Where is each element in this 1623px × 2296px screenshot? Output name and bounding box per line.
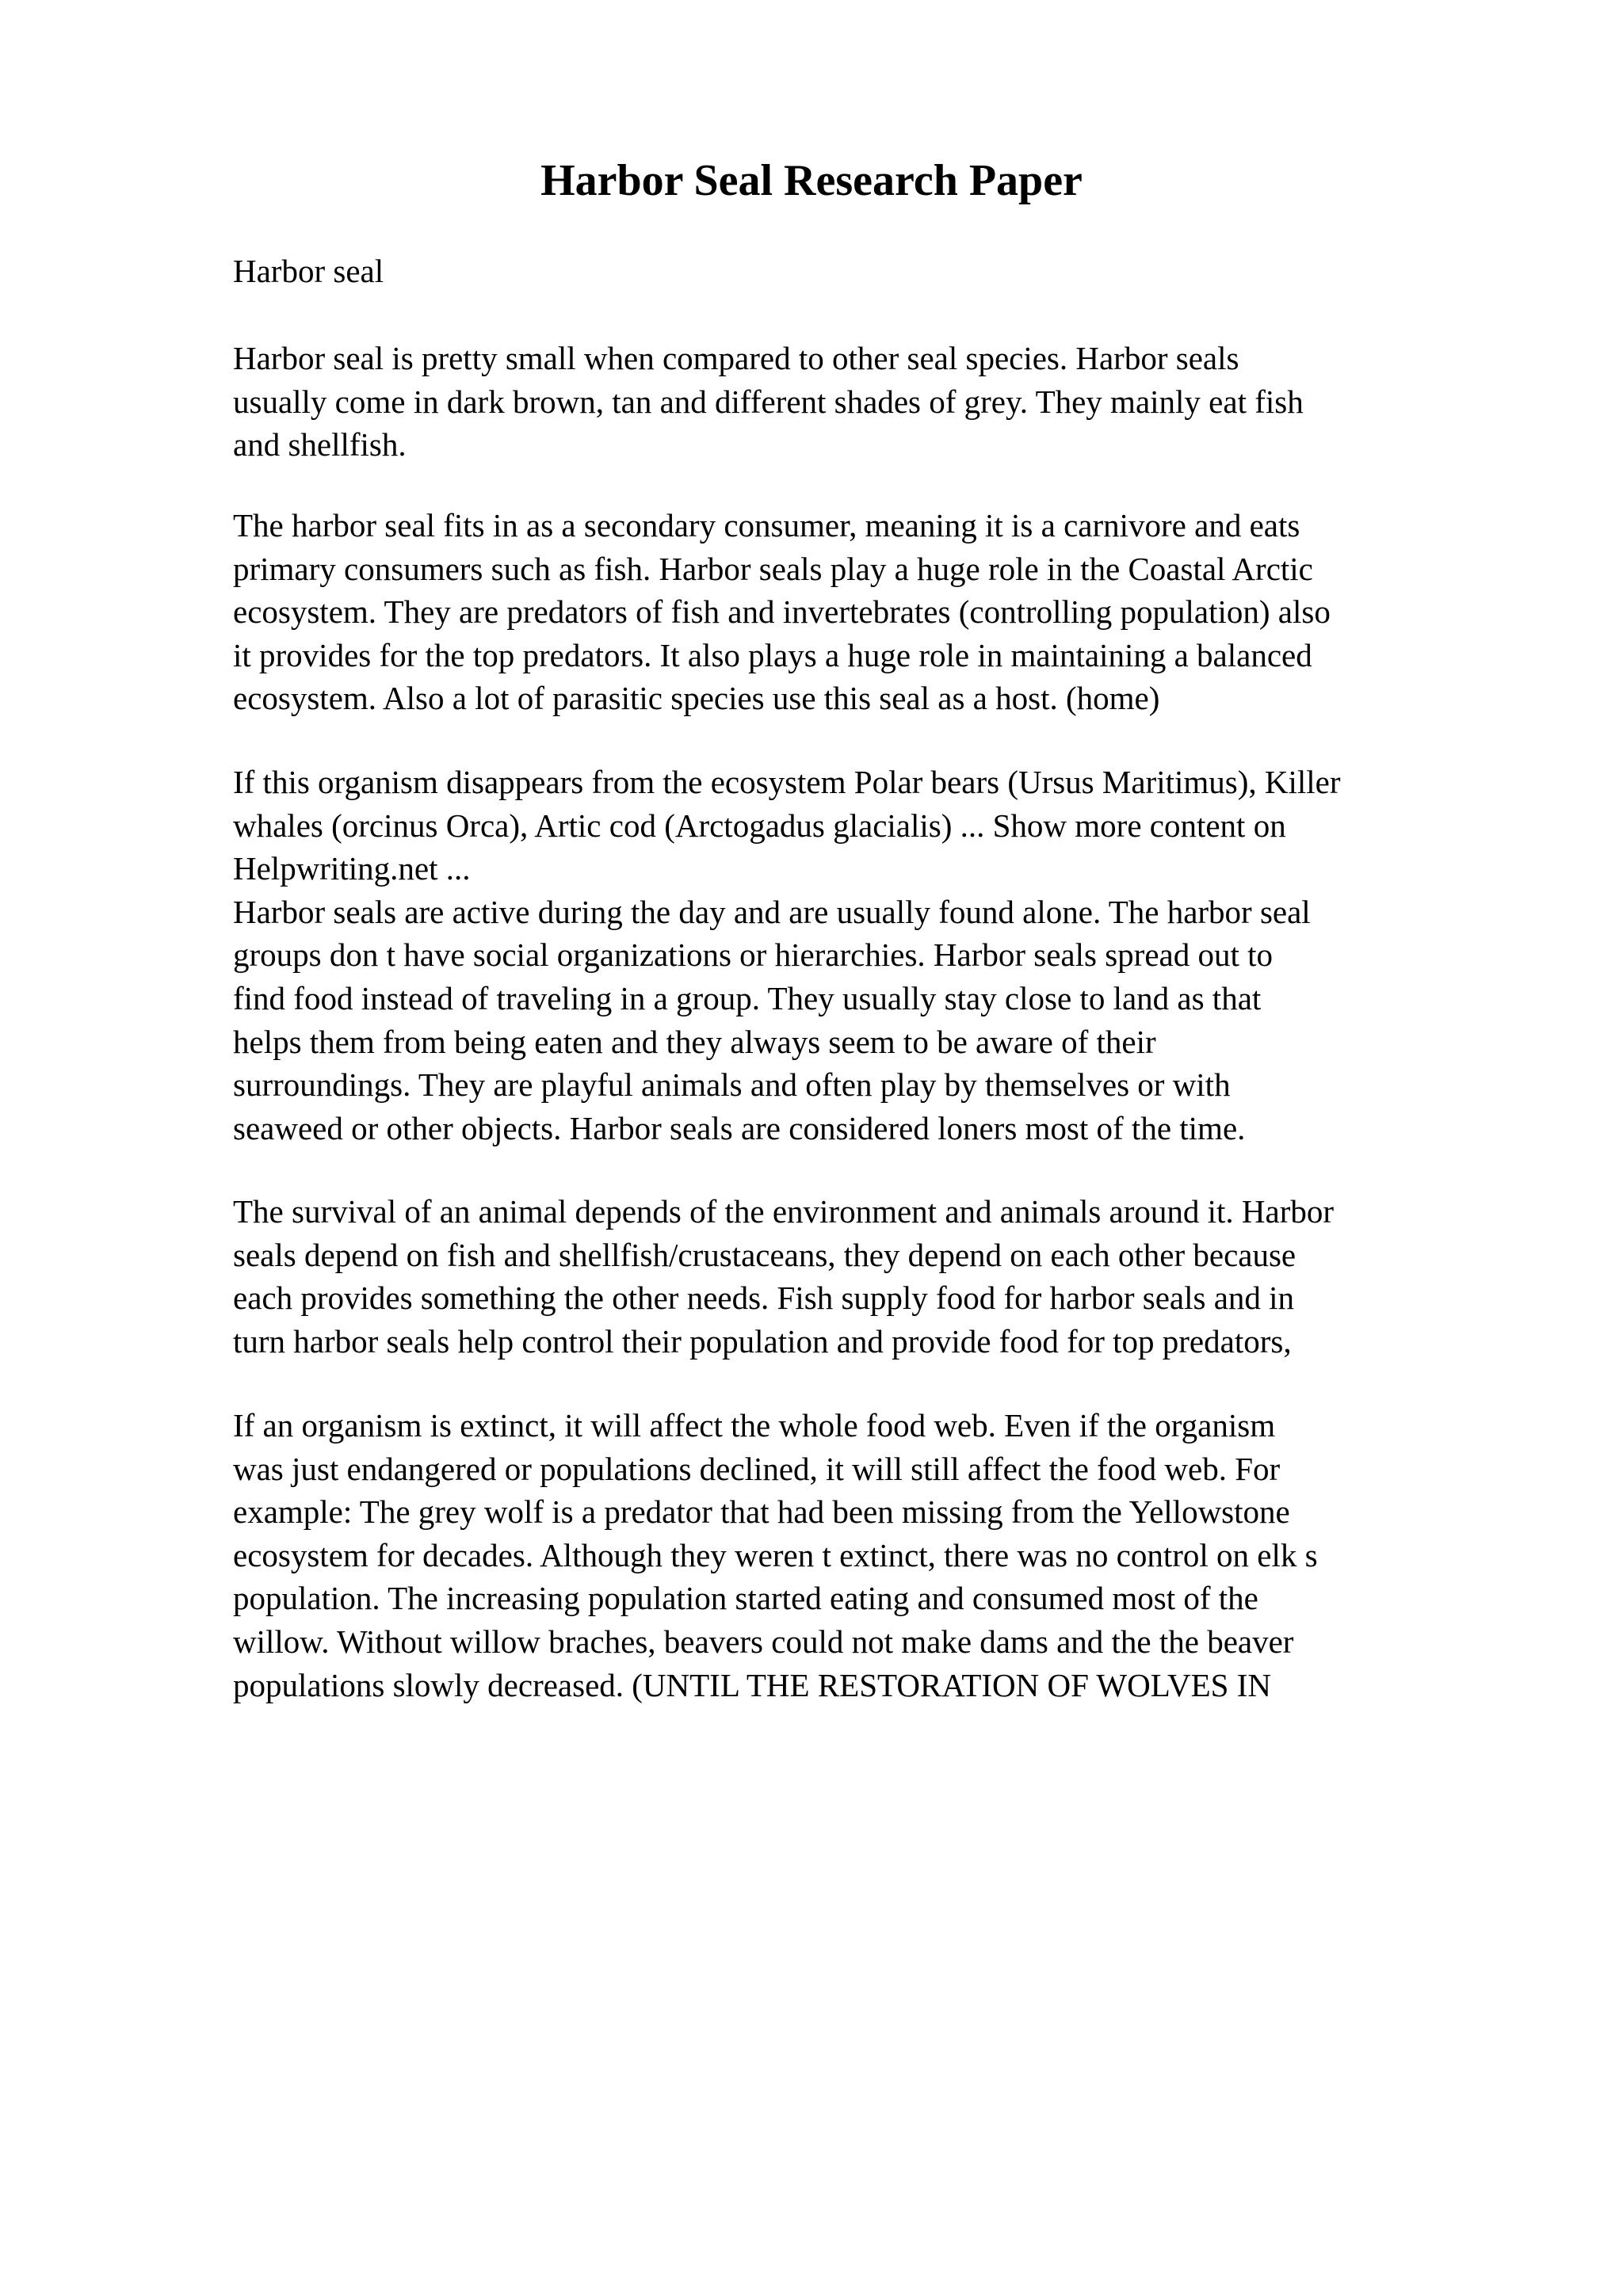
- paragraph-3: [233, 761, 1517, 1150]
- paragraph-line: If this organism disappears from the ecosystem Polar bears (Ursus Maritimus), Killer: [233, 764, 1341, 800]
- document-title: Harbor Seal Research Paper: [540, 156, 1083, 205]
- paragraph-line: and shellfish.: [233, 426, 407, 463]
- paragraph-line: was just endangered or populations declined, it will still affect the food web. For: [233, 1450, 1281, 1487]
- paragraph-line: population. The increasing population started eating and consumed most of the: [233, 1580, 1258, 1617]
- paragraph-line: usually come in dark brown, tan and different shades of grey. They mainly eat fish: [233, 383, 1304, 420]
- paragraph-5: [233, 1404, 1517, 1707]
- paragraph-line: If an organism is extinct, it will affect the whole food web. Even if the organism: [233, 1407, 1276, 1444]
- paragraph-line: find food instead of traveling in a group. They usually stay close to land as that: [233, 979, 1262, 1016]
- paragraph-line: it provides for the top predators. It also plays a huge role in maintaining a balanced: [233, 636, 1312, 673]
- paragraph-line: ecosystem for decades. Although they weren t extinct, there was no control on elk s: [233, 1536, 1318, 1573]
- paragraph-line: Helpwriting.net ...: [233, 850, 471, 887]
- paragraph-2: [233, 504, 1517, 720]
- paragraph-line: turn harbor seals help control their population and provide food for top predators,: [233, 1322, 1292, 1360]
- paragraph-line: example: The grey wolf is a predator that had been missing from the Yellowstone: [233, 1493, 1290, 1531]
- document-subtitle: Harbor seal: [233, 253, 384, 289]
- paragraph-line: surroundings. They are playful animals and often play by themselves or with: [233, 1066, 1231, 1104]
- paragraph-line: helps them from being eaten and they always seem to be aware of their: [233, 1023, 1156, 1060]
- paragraph-line: each provides something the other needs. Fish supply food for harbor seals and in: [233, 1280, 1295, 1317]
- paragraph-line: groups don t have social organizations or hierarchies. Harbor seals spread out to: [233, 936, 1273, 974]
- paragraph-line: The harbor seal fits in as a secondary consumer, meaning it is a carnivore and eats: [233, 507, 1300, 543]
- paragraph-line: populations slowly decreased. (UNTIL THE RESTORATION OF WOLVES IN: [233, 1666, 1271, 1703]
- paragraph-line: willow. Without willow braches, beavers could not make dams and the the beaver: [233, 1623, 1294, 1660]
- paragraph-line: ecosystem. They are predators of fish and invertebrates (controlling population) also: [233, 593, 1331, 631]
- paragraph-line: Harbor seal is pretty small when compared to other seal species. Harbor seals: [233, 340, 1239, 376]
- paragraph-line: seals depend on fish and shellfish/crustaceans, they depend on each other because: [233, 1236, 1296, 1273]
- paragraph-line: primary consumers such as fish. Harbor seals play a huge role in the Coastal Arctic: [233, 550, 1313, 587]
- paragraph-1: [233, 337, 1517, 467]
- paragraph-line: The survival of an animal depends of the environment and animals around it. Harbor: [233, 1193, 1335, 1230]
- paragraph-line: Harbor seals are active during the day and are usually found alone. The harbor seal: [233, 893, 1311, 930]
- paragraph-line: ecosystem. Also a lot of parasitic species use this seal as a host. (home): [233, 680, 1160, 717]
- paragraph-4: [233, 1190, 1517, 1363]
- paragraph-line: whales (orcinus Orca), Artic cod (Arctogadus glacialis) ... Show more content on: [233, 807, 1286, 844]
- paragraph-line: seaweed or other objects. Harbor seals are considered loners most of the time.: [233, 1109, 1246, 1146]
